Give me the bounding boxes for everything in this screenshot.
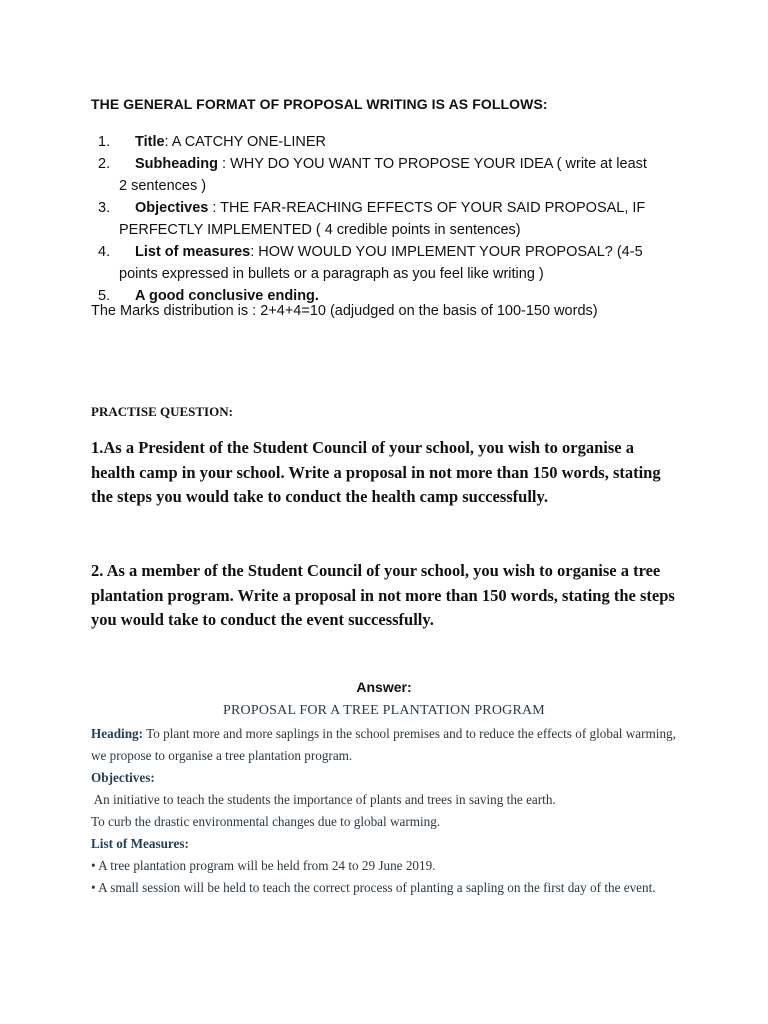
item-number: 3.: [98, 200, 111, 216]
item-description: : THE FAR-REACHING EFFECTS OF YOUR SAID PROPOSAL, IF PERFECTLY IMPLEMENTED ( 4 credible points in sentences): [119, 200, 646, 238]
heading-paragraph: [91, 723, 691, 767]
practise-question-1: 1.As a President of the Student Council of your school, you wish to organise a health camp in your school. Write a proposal in not more than 150 words, stating the steps you would take to conduct the health camp successfully.: [91, 438, 661, 506]
objective-item: An initiative to teach the students the importance of plants and trees in saving the earth.: [91, 792, 556, 807]
format-list: [91, 131, 651, 307]
objectives-label: Objectives:: [91, 770, 155, 785]
heading-text: To plant more and more saplings in the school premises and to reduce the effects of global warming, we propose to organise a tree plantation program.: [91, 726, 676, 763]
practise-question-label: PRACTISE QUESTION:: [91, 404, 233, 419]
format-item-subheading: [91, 153, 651, 197]
item-number: 5.: [98, 288, 111, 304]
format-item-objectives: [91, 197, 651, 241]
item-description: : A CATCHY ONE-LINER: [164, 134, 326, 150]
item-number: 1.: [98, 134, 111, 150]
answer-title: PROPOSAL FOR A TREE PLANTATION PROGRAM: [223, 703, 545, 718]
item-term: A good conclusive ending.: [135, 288, 319, 304]
item-description: : HOW WOULD YOU IMPLEMENT YOUR PROPOSAL? (4-5 points expressed in bullets or a paragraph as you feel like writing ): [119, 244, 643, 282]
measures-label: List of Measures:: [91, 836, 189, 851]
format-item-list-of-measures: [91, 241, 651, 285]
format-heading: THE GENERAL FORMAT OF PROPOSAL WRITING IS AS FOLLOWS:: [91, 96, 548, 112]
format-item-title: [91, 131, 651, 153]
item-number: 4.: [98, 244, 111, 260]
item-term: Objectives: [135, 200, 209, 216]
item-term: List of measures: [135, 244, 251, 260]
item-term: Subheading: [135, 156, 218, 172]
answer-label: Answer:: [356, 679, 412, 695]
item-number: 2.: [98, 156, 111, 172]
measure-item: • A tree plantation program will be held from 24 to 29 June 2019.: [91, 858, 436, 873]
measure-item: • A small session will be held to teach the correct process of planting a sapling on the first day of the event.: [91, 880, 656, 895]
objective-item: To curb the drastic environmental changes due to global warming.: [91, 814, 441, 829]
marks-distribution: The Marks distribution is : 2+4+4=10 (adjudged on the basis of 100-150 words): [91, 303, 598, 319]
heading-label: Heading:: [91, 726, 144, 741]
item-description: : WHY DO YOU WANT TO PROPOSE YOUR IDEA ( write at least 2 sentences ): [119, 156, 647, 194]
practise-question-2: 2. As a member of the Student Council of your school, you wish to organise a tree plantation program. Write a proposal in not more than 150 words, stating the steps you would take to conduct the event successfully.: [91, 561, 675, 629]
item-term: Title: [135, 134, 165, 150]
answer-body: [91, 723, 691, 899]
